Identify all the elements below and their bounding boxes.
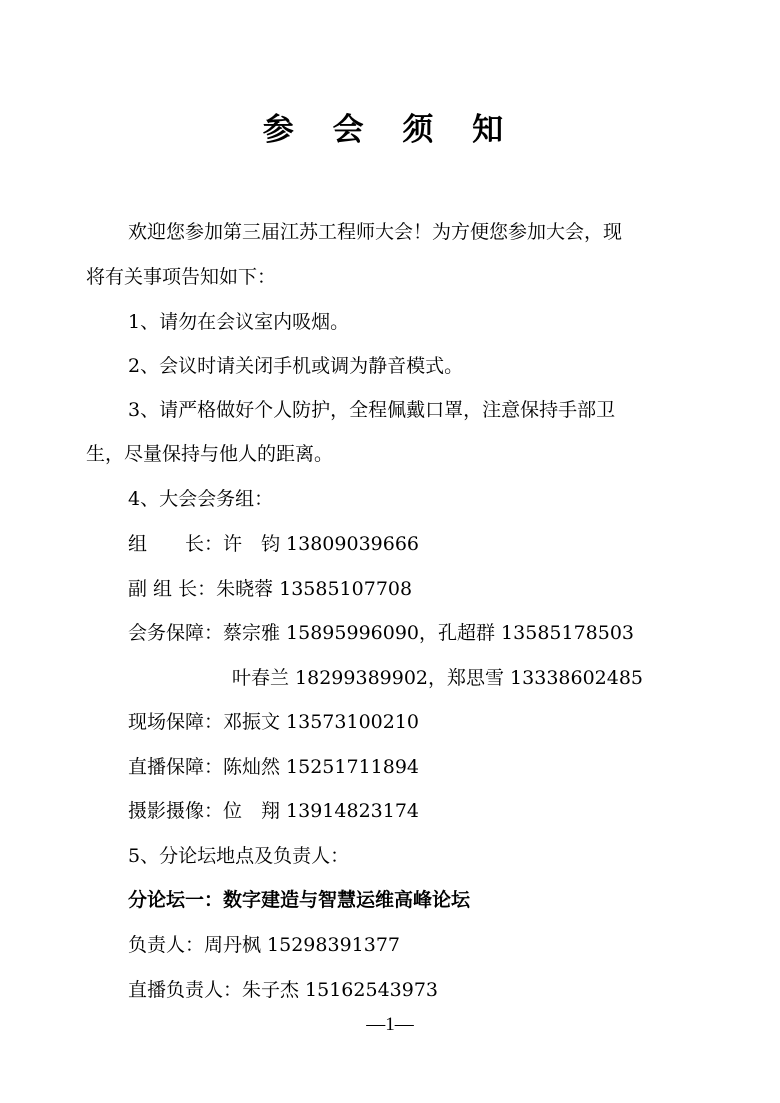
intro-line-2: 将有关事项告知如下： xyxy=(86,266,277,288)
team-onsite: 现场保障：邓振文 13573100210 xyxy=(128,711,420,733)
team-leader: 组 长：许 钧 13809039666 xyxy=(128,533,420,555)
rule-item-5: 5、分论坛地点及负责人： xyxy=(128,845,350,867)
rule-item-2: 2、会议时请关闭手机或调为静音模式。 xyxy=(128,355,464,377)
intro-line-1: 欢迎您参加第三届江苏工程师大会！为方便您参加大会，现 xyxy=(128,221,623,243)
rule-item-3-line-1: 3、请严格做好个人防护，全程佩戴口罩，注意保持手部卫 xyxy=(128,399,616,421)
team-deputy: 副 组 长：朱晓蓉 13585107708 xyxy=(128,578,413,600)
team-affairs-line-1: 会务保障：蔡宗雅 15895996090，孔超群 13585178503 xyxy=(128,622,635,644)
forum-1-live-owner: 直播负责人：朱子杰 15162543973 xyxy=(128,979,439,1001)
team-live: 直播保障：陈灿然 15251711894 xyxy=(128,756,420,778)
team-affairs-line-2: 叶春兰 18299389902，郑思雪 13338602485 xyxy=(232,667,644,689)
forum-1-owner: 负责人：周丹枫 15298391377 xyxy=(128,934,401,956)
page-number: —1— xyxy=(366,1014,414,1035)
team-photo: 摄影摄像：位 翔 13914823174 xyxy=(128,800,420,822)
rule-item-4: 4、大会会务组： xyxy=(128,488,274,510)
rule-item-1: 1、请勿在会议室内吸烟。 xyxy=(128,311,350,333)
page-title: 参 会 须 知 xyxy=(262,112,518,148)
forum-1-title: 分论坛一：数字建造与智慧运维高峰论坛 xyxy=(128,889,471,911)
rule-item-3-line-2: 生，尽量保持与他人的距离。 xyxy=(86,443,334,465)
